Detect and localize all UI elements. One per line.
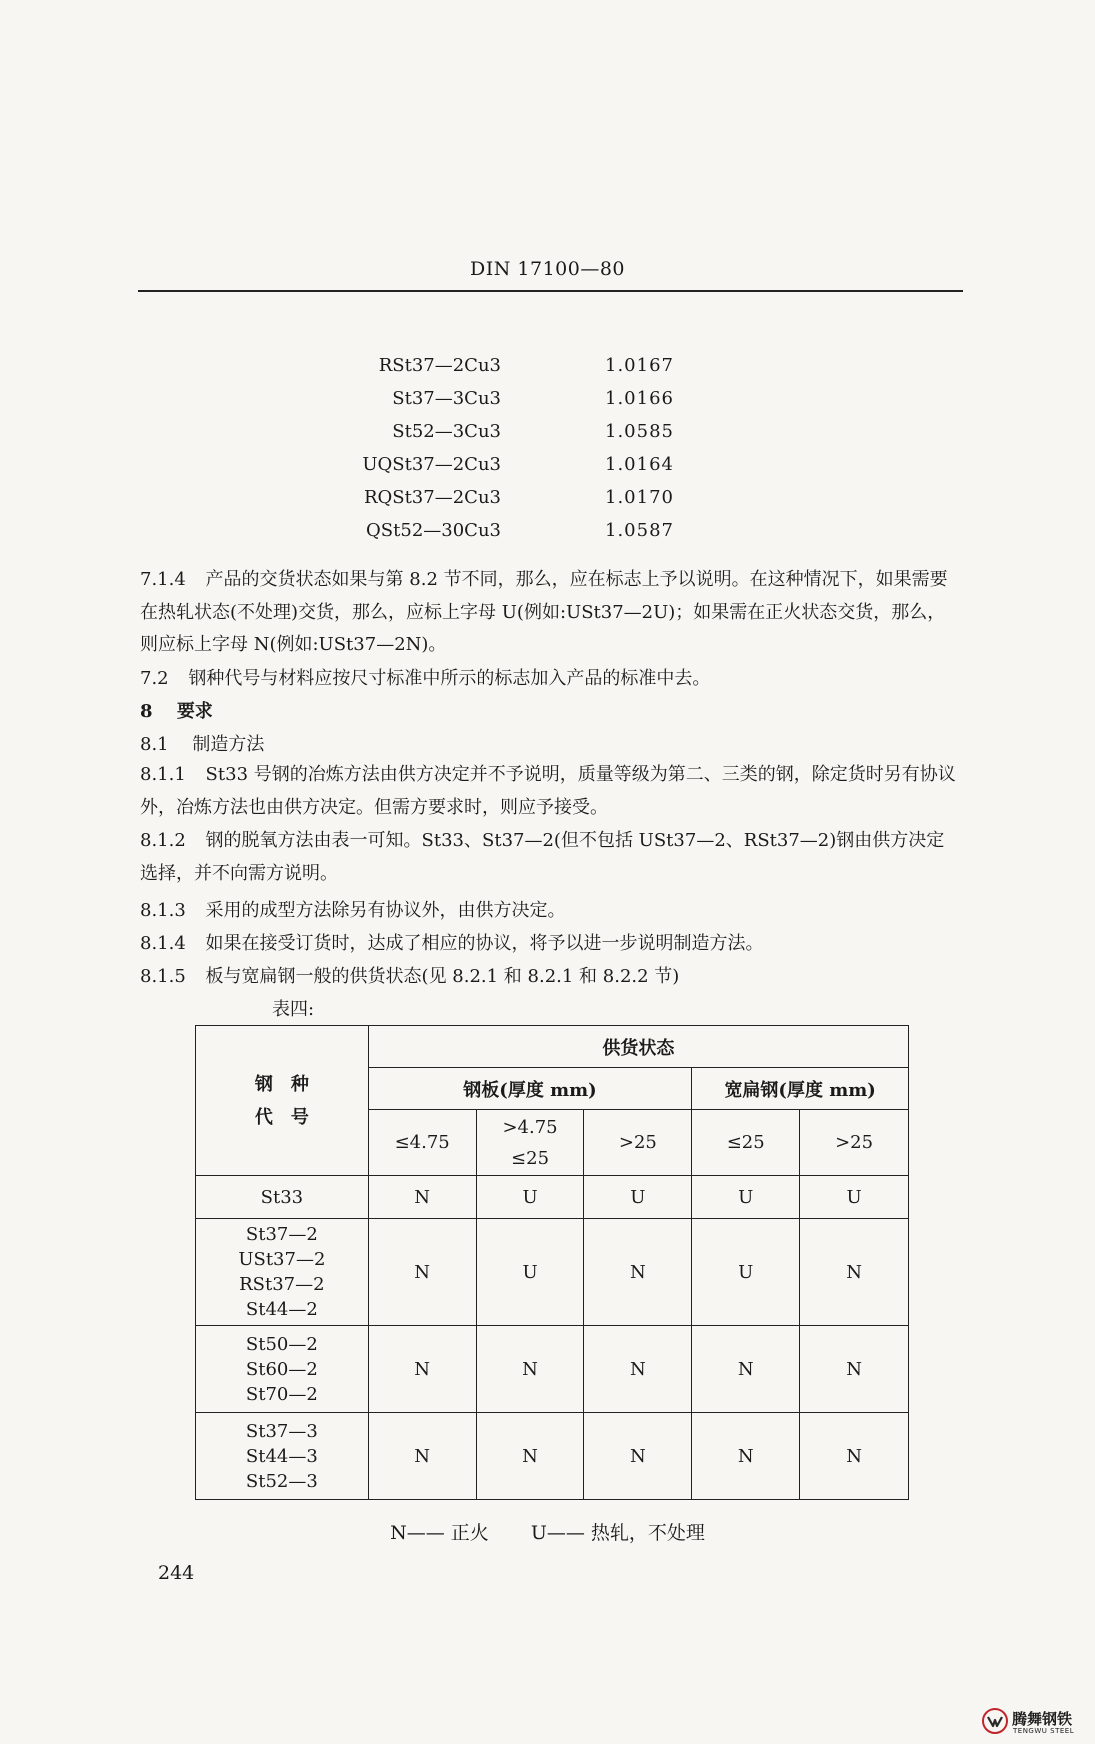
grade-line: St44—2 (245, 1299, 318, 1320)
grade-line: RSt37—2 (239, 1274, 325, 1295)
table-row (196, 1176, 909, 1219)
subheader-cell: ≤4.75 (368, 1110, 476, 1176)
value-cell: U (692, 1219, 800, 1326)
header-supply-condition: 供货状态 (368, 1026, 908, 1068)
logo-text-en: TENGWU STEEL (1013, 1727, 1075, 1735)
logo-text-cn: 腾舞钢铁 (1012, 1710, 1073, 1728)
section-number: 8.1.1 (140, 764, 186, 785)
page-number: 244 (158, 1562, 195, 1584)
header-plate: 钢板(厚度 mm) (368, 1068, 692, 1110)
value-cell: N (476, 1413, 584, 1500)
section-text: 制造方法 (192, 734, 265, 755)
table-row (196, 1326, 909, 1413)
grade-line: St37—3 (245, 1420, 318, 1442)
grade-cell (196, 1326, 369, 1413)
section-7-1-4 (140, 564, 962, 662)
header-rule (138, 290, 963, 292)
grade-cell (196, 1413, 369, 1500)
grade-line: St52—3 (245, 1470, 318, 1492)
value-cell: N (584, 1413, 692, 1500)
material-number: 1.0166 (605, 388, 674, 409)
grade-cell: St33 (196, 1176, 369, 1219)
material-row (0, 355, 1095, 381)
value-cell: N (368, 1413, 476, 1500)
value-cell: N (368, 1176, 476, 1219)
legend-n: N—— 正火 (390, 1522, 489, 1544)
grade-line: St70—2 (245, 1383, 318, 1405)
section-7-2 (140, 664, 710, 690)
material-row (0, 454, 1095, 480)
section-text: St33 号钢的冶炼方法由供方决定并不予说明，质量等级为第二、三类的钢，除定货时另有协议外，冶炼方法也由供方决定。但需方要求时，则应予接受。 (140, 764, 956, 818)
section-number: 8 (140, 701, 153, 722)
section-8-1-1 (140, 759, 962, 824)
value-cell: N (584, 1219, 692, 1326)
header-grade-line: 代 号 (254, 1106, 309, 1128)
legend-u: U—— 热轧，不处理 (530, 1522, 705, 1544)
section-number: 8.1 (140, 734, 169, 755)
material-code: St52—3Cu3 (392, 421, 501, 442)
value-cell: N (800, 1413, 909, 1500)
logo-mark-icon (982, 1708, 1008, 1734)
subheader-cell (476, 1110, 584, 1176)
section-number: 8.1.5 (140, 966, 186, 987)
grade-line: USt37—2 (238, 1249, 326, 1270)
grade-cell (196, 1219, 369, 1326)
grade-line: St50—2 (245, 1333, 318, 1355)
subheader-line: ≤25 (511, 1147, 550, 1169)
value-cell: U (800, 1176, 909, 1219)
supply-condition-table (195, 1025, 909, 1500)
material-row (0, 520, 1095, 546)
section-text: 钢种代号与材料应按尺寸标准中所示的标志加入产品的标准中去。 (188, 668, 711, 689)
section-text: 要求 (176, 701, 213, 722)
material-number: 1.0164 (605, 454, 674, 475)
material-code: St37—3Cu3 (392, 388, 501, 409)
table-row (196, 1219, 909, 1326)
section-text: 产品的交货状态如果与第 8.2 节不同，那么，应在标志上予以说明。在这种情况下，如果需要在热轧状态(不处理)交货，那么，应标上字母 U(例如:USt37—2U)；如果需在正火状态交货，那么，则应标上字母 N(例如:USt37—2N)。 (140, 569, 948, 655)
material-number: 1.0585 (605, 421, 674, 442)
section-number: 8.1.2 (140, 830, 186, 851)
header-steel-grade (196, 1026, 369, 1176)
section-number: 7.2 (140, 668, 169, 689)
table-caption: 表四: (272, 999, 315, 1020)
value-cell: N (584, 1326, 692, 1413)
subheader-cell: >25 (800, 1110, 909, 1176)
section-8-1-2 (140, 825, 962, 890)
table-legend (0, 1518, 1095, 1545)
section-number: 7.1.4 (140, 569, 186, 590)
subheader-line: >4.75 (502, 1116, 558, 1138)
material-row (0, 487, 1095, 513)
grade-line: St60—2 (245, 1358, 318, 1380)
section-8-heading (140, 697, 213, 723)
material-row (0, 388, 1095, 414)
page-header-title: DIN 17100—80 (469, 258, 626, 280)
section-text: 钢的脱氧方法由表一可知。St33、St37—2(但不包括 USt37—2、RSt37—2)钢由供方决定选择，并不向需方说明。 (140, 830, 945, 884)
material-number: 1.0170 (605, 487, 674, 508)
section-number: 8.1.3 (140, 900, 186, 921)
value-cell: N (800, 1326, 909, 1413)
material-code: RQSt37—2Cu3 (363, 487, 501, 508)
value-cell: N (368, 1219, 476, 1326)
section-8-1-heading (140, 730, 264, 756)
grade-line: St44—3 (245, 1445, 318, 1467)
section-text: 如果在接受订货时，达成了相应的协议，将予以进一步说明制造方法。 (205, 933, 764, 954)
header-wide-flat: 宽扁钢(厚度 mm) (692, 1068, 909, 1110)
value-cell: N (368, 1326, 476, 1413)
value-cell: N (692, 1413, 800, 1500)
value-cell: N (800, 1219, 909, 1326)
value-cell: N (692, 1326, 800, 1413)
watermark-logo (982, 1706, 1090, 1740)
value-cell: U (476, 1219, 584, 1326)
section-8-1-3 (140, 896, 566, 922)
value-cell: U (584, 1176, 692, 1219)
table-row (196, 1413, 909, 1500)
section-8-1-4 (140, 929, 764, 955)
material-code: RSt37—2Cu3 (378, 355, 501, 376)
value-cell: N (476, 1326, 584, 1413)
section-8-1-5 (140, 962, 679, 988)
section-text: 板与宽扁钢一般的供货状态(见 8.2.1 和 8.2.1 和 8.2.2 节) (205, 966, 680, 987)
material-number: 1.0587 (605, 520, 674, 541)
section-text: 采用的成型方法除另有协议外，由供方决定。 (205, 900, 566, 921)
section-number: 8.1.4 (140, 933, 186, 954)
value-cell: U (476, 1176, 584, 1219)
subheader-cell: ≤25 (692, 1110, 800, 1176)
material-number: 1.0167 (605, 355, 674, 376)
value-cell: U (692, 1176, 800, 1219)
material-code: UQSt37—2Cu3 (362, 454, 501, 475)
subheader-cell: >25 (584, 1110, 692, 1176)
header-grade-line: 钢 种 (254, 1073, 309, 1095)
grade-line: St37—2 (245, 1224, 318, 1245)
material-row (0, 421, 1095, 447)
material-code: QSt52—30Cu3 (366, 520, 501, 541)
